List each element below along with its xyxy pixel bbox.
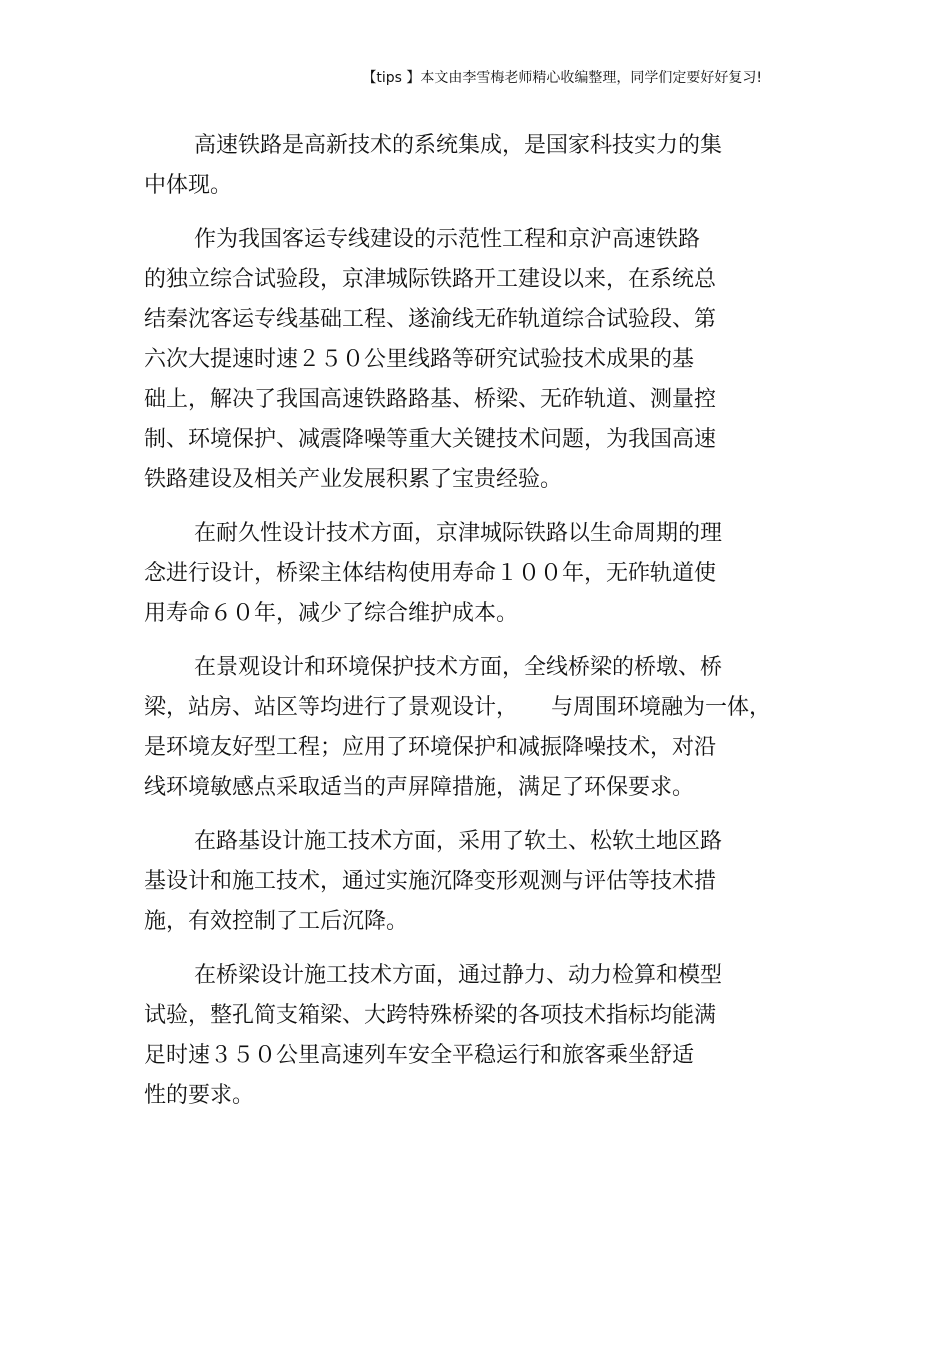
text-line: 试验，整孔简支箱梁、大跨特殊桥梁的各项技术指标均能满 xyxy=(144,1003,717,1028)
paragraph-5 xyxy=(144,822,804,942)
header-note: 【tips 】本文由李雪梅老师精心收编整理，同学们定要好好复习! xyxy=(362,70,762,86)
paragraph-4 xyxy=(144,648,804,808)
paragraph-1 xyxy=(144,126,804,206)
text-line: 制、环境保护、减震降噪等重大关键技术问题，为我国高速 xyxy=(144,427,717,452)
text-line: 在景观设计和环境保护技术方面，全线桥梁的桥墩、桥 xyxy=(194,655,723,680)
paragraph-2 xyxy=(144,220,804,500)
text-line: 高速铁路是高新技术的系统集成，是国家科技实力的集 xyxy=(194,133,723,158)
paragraph-3 xyxy=(144,514,804,634)
text-line: 线环境敏感点采取适当的声屏障措施，满足了环保要求。 xyxy=(144,775,695,800)
text-line: 中体现。 xyxy=(144,173,233,198)
text-line: 的独立综合试验段，京津城际铁路开工建设以来，在系统总 xyxy=(144,267,717,292)
text-line: 足时速３５０公里高速列车安全平稳运行和旅客乘坐舒适 xyxy=(144,1043,695,1068)
paragraph-6 xyxy=(144,956,804,1116)
text-line: 念进行设计，桥梁主体结构使用寿命１００年，无砟轨道使 xyxy=(144,561,717,586)
text-line: 作为我国客运专线建设的示范性工程和京沪高速铁路 xyxy=(194,227,701,252)
text-line: 六次大提速时速２５０公里线路等研究试验技术成果的基 xyxy=(144,347,695,372)
text-line: 是环境友好型工程；应用了环境保护和减振降噪技术，对沿 xyxy=(144,735,717,760)
text-line: 用寿命６０年，减少了综合维护成本。 xyxy=(144,601,519,626)
document-body xyxy=(144,126,804,1116)
text-line: 在桥梁设计施工技术方面，通过静力、动力检算和模型 xyxy=(194,963,723,988)
text-line: 施，有效控制了工后沉降。 xyxy=(144,909,409,934)
text-line: 在路基设计施工技术方面，采用了软土、松软土地区路 xyxy=(194,829,723,854)
text-line: 基设计和施工技术，通过实施沉降变形观测与评估等技术措 xyxy=(144,869,717,894)
text-line: 础上，解决了我国高速铁路路基、桥梁、无砟轨道、测量控 xyxy=(144,387,717,412)
text-line: 梁，站房、站区等均进行了景观设计， 与周围环境融为一体， xyxy=(144,695,772,720)
text-line: 铁路建设及相关产业发展积累了宝贵经验。 xyxy=(144,467,563,492)
text-line: 性的要求。 xyxy=(144,1083,255,1108)
text-line: 结秦沈客运专线基础工程、遂渝线无砟轨道综合试验段、第 xyxy=(144,307,717,332)
text-line: 在耐久性设计技术方面，京津城际铁路以生命周期的理 xyxy=(194,521,723,546)
